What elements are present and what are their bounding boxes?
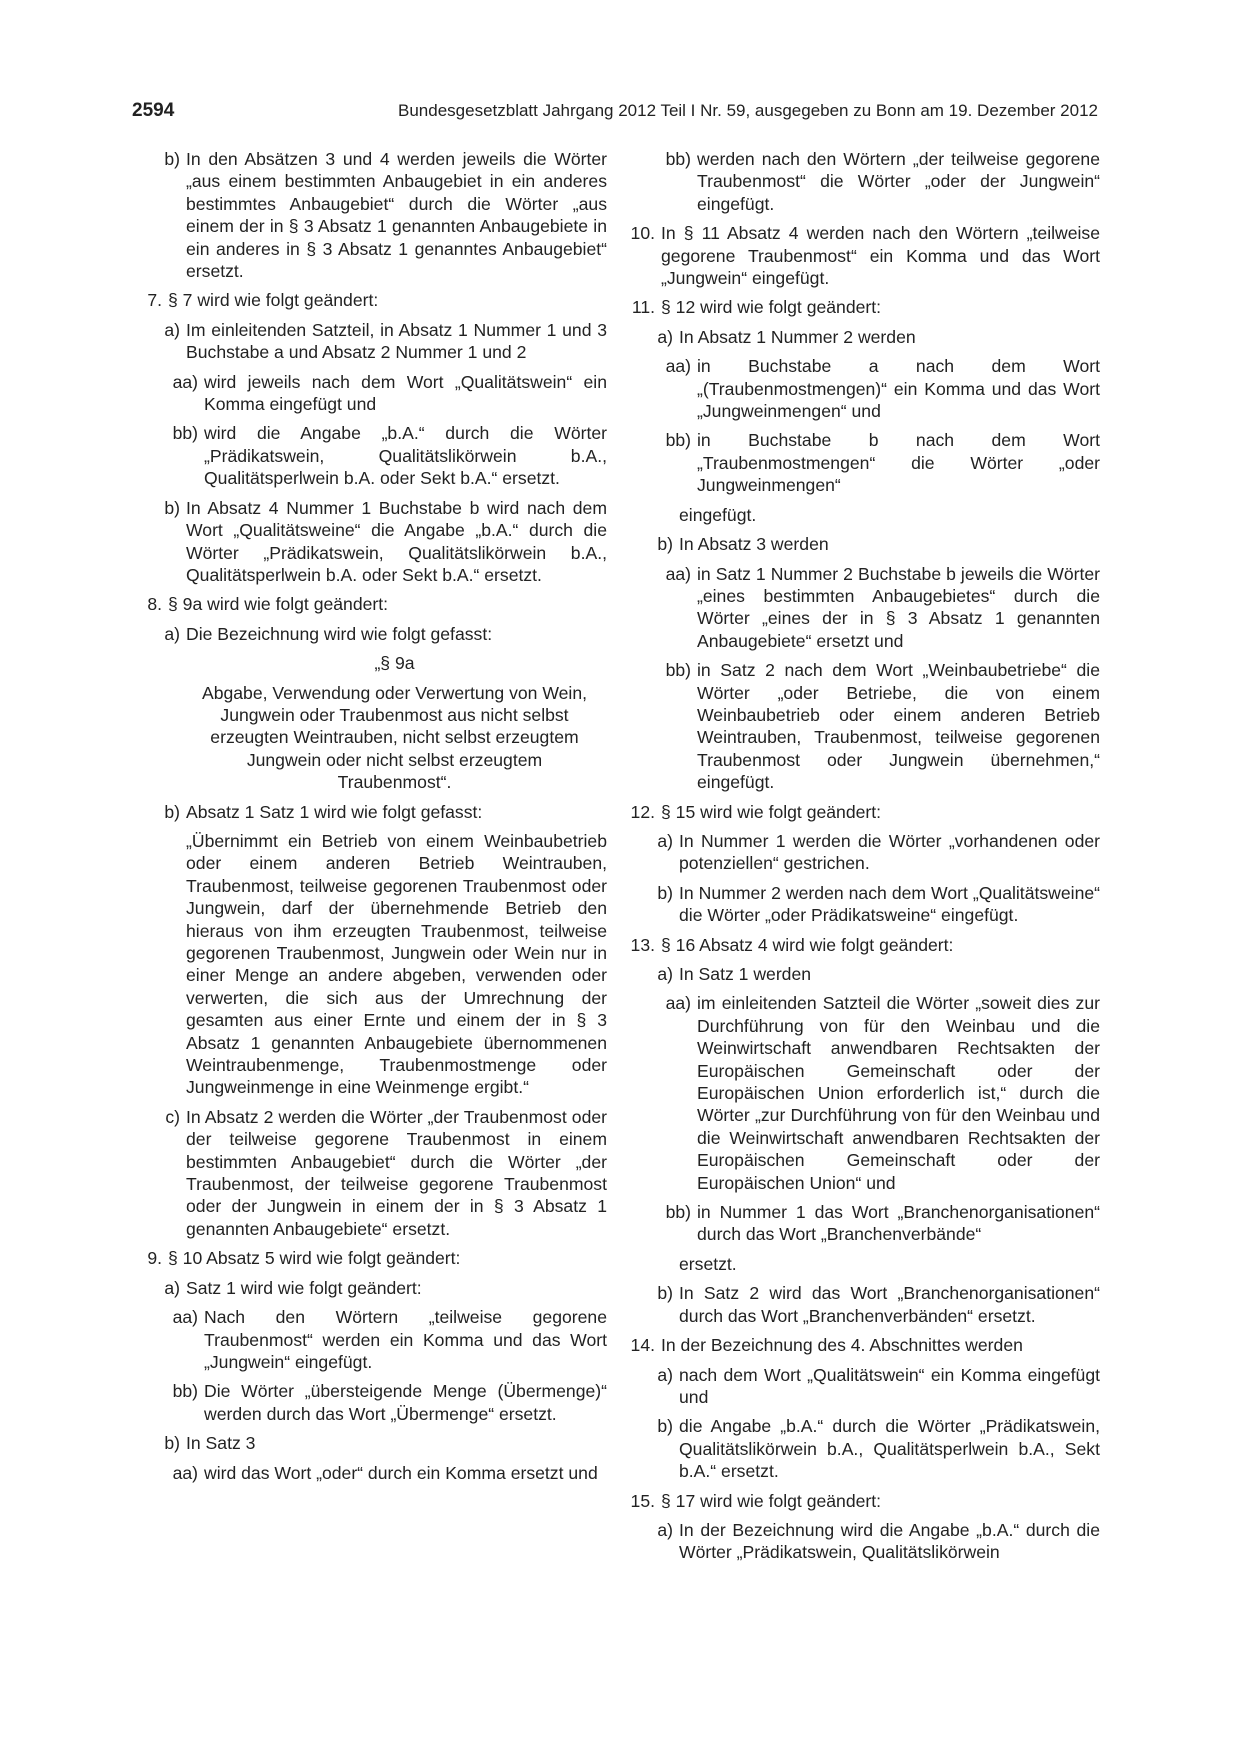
item-text: In der Bezeichnung des 4. Abschnittes werden (661, 1335, 1023, 1356)
item-text: § 15 wird wie folgt geändert: (661, 801, 882, 822)
list-item (132, 422, 607, 489)
list-item (625, 963, 1100, 985)
item-number: 9. (147, 1248, 162, 1269)
list-item (132, 1247, 607, 1269)
centered-heading: „§ 9a (374, 653, 415, 674)
item-text: die Angabe „b.A.“ durch die Wörter „Prädikatswein, Qualitätslikörwein b.A., Qualitätsperlwein b.A., Sekt b.A.“ ersetzt. (679, 1416, 1100, 1482)
item-text: wird die Angabe „b.A.“ durch die Wörter „Prädikatswein, Qualitätslikörwein b.A., Qualitätsperlwein b.A. oder Sekt b.A.“ ersetzt. (204, 423, 607, 489)
list-item (132, 1462, 607, 1484)
item-number: a) (657, 1519, 673, 1540)
item-text: werden nach den Wörtern „der teilweise gegorene Traubenmost“ die Wörter „oder der Jungwein“ eingefügt. (697, 149, 1100, 214)
item-number: c) (165, 1106, 180, 1127)
quoted-text: „Übernimmt ein Betrieb von einem Weinbaubetrieb oder einem anderen Betrieb Weintrauben, Traubenmost, teilweise gegorenen Traubenmost oder Jungwein, darf der übernehmende Betrieb den hieraus von ihm erzeugten Traubenmost, teilweise gegorenen Traubenmost, Jungwein oder Wein nur in einer Menge an andere abgeben, verwenden oder verwerten, die sich aus der Umrechnung der gesamten aus einer Ernte und einem der in § 3 Absatz 1 genannten Anbaugebiete übernommenen Weintraubenmenge, Traubenmostmenge oder Jungweinmenge in eine Weinmenge ergibt.“ (186, 830, 607, 1098)
page-number: 2594 (132, 100, 175, 121)
item-text: In Satz 2 wird das Wort „Branchenorganisationen“ durch das Wort „Branchenverbänden“ ersetzt. (679, 1283, 1100, 1326)
item-number: 15. (630, 1490, 655, 1511)
item-text: in Satz 1 Nummer 2 Buchstabe b jeweils die Wörter „eines bestimmten Anbaugebietes“ durch die Wörter „eines der in § 3 Absatz 1 genannten Anbaugebiete“ ersetzt und (697, 563, 1100, 651)
item-number: 11. (631, 297, 655, 318)
item-number: aa) (172, 371, 198, 392)
continuation-text: eingefügt. (679, 504, 757, 525)
item-text: In Absatz 1 Nummer 2 werden (679, 326, 916, 347)
item-text: In den Absätzen 3 und 4 werden jeweils die Wörter „aus einem bestimmten Anbaugebiet in ein anderes bestimmtes Anbaugebiet“ durch die Wörter „aus einem der in § 3 Absatz 1 genannten Anbaugebiete in ein anderes in § 3 Absatz 1 genanntes Anbaugebiet“ ersetzt. (186, 149, 607, 282)
list-item (625, 1334, 1100, 1356)
item-number: bb) (172, 423, 198, 444)
item-text: Absatz 1 Satz 1 wird wie folgt gefasst: (186, 801, 483, 822)
list-item (132, 497, 607, 587)
right-column (625, 148, 1100, 1571)
item-text: wird jeweils nach dem Wort „Qualitätswein“ ein Komma eingefügt und (204, 371, 607, 415)
item-number: 12. (630, 801, 655, 822)
item-text: in Buchstabe a nach dem Wort „(Traubenmostmengen)“ ein Komma und das Wort „Jungweinmengen“ und (697, 356, 1100, 422)
list-item (625, 659, 1100, 793)
item-number: b) (657, 1416, 673, 1437)
list-item (132, 1432, 607, 1454)
item-number: bb) (172, 1381, 198, 1402)
list-item (625, 533, 1100, 555)
item-number: aa) (172, 1462, 198, 1483)
item-number: b) (164, 1433, 180, 1454)
item-text: In Satz 3 (186, 1433, 256, 1454)
item-text: In Absatz 4 Nummer 1 Buchstabe b wird nach dem Wort „Qualitätsweine“ die Angabe „b.A.“ durch die Wörter „Prädikatswein, Qualitätslikörwein b.A., Qualitätsperlwein b.A. oder Sekt b.A.“ ersetzt. (186, 497, 607, 585)
item-text: in Buchstabe b nach dem Wort „Traubenmostmengen“ die Wörter „oder Jungweinmengen“ (697, 430, 1100, 496)
item-text: In § 11 Absatz 4 werden nach den Wörtern „teilweise gegorene Traubenmost“ ein Komma und das Wort „Jungwein“ eingefügt. (661, 223, 1100, 289)
item-number: aa) (172, 1307, 198, 1328)
item-text: im einleitenden Satzteil die Wörter „soweit dies zur Durchführung von für den Weinbau und die Weinwirtschaft anwendbaren Rechtsakten der Europäischen Gemeinschaft oder der Europäischen Union erforderlich ist,“ durch die Wörter „zur Durchführung von für den Weinbau und die Weinwirtschaft anwendbaren Rechtsakten der Europäischen Gemeinschaft oder der Europäischen Union“ und (697, 993, 1100, 1193)
list-item (625, 992, 1100, 1194)
list-item (625, 1519, 1100, 1564)
list-item (132, 1106, 607, 1240)
item-number: a) (657, 326, 673, 347)
item-number: bb) (665, 430, 691, 451)
left-column (132, 148, 607, 1491)
item-text: § 17 wird wie folgt geändert: (661, 1490, 882, 1511)
list-item (625, 1490, 1100, 1512)
item-text: In Nummer 1 werden die Wörter „vorhandenen oder potenziellen“ gestrichen. (679, 830, 1100, 874)
item-text: § 9a wird wie folgt geändert: (168, 594, 389, 615)
item-number: aa) (665, 993, 691, 1014)
list-item (625, 830, 1100, 875)
item-number: b) (164, 497, 180, 518)
list-item (625, 1201, 1100, 1246)
list-item (132, 1380, 607, 1425)
list-item (132, 1306, 607, 1373)
item-text: § 16 Absatz 4 wird wie folgt geändert: (661, 934, 954, 955)
list-item (132, 148, 607, 282)
list-item (132, 801, 607, 823)
item-number: a) (657, 830, 673, 851)
item-text: In Absatz 2 werden die Wörter „der Traubenmost oder der teilweise gegorene Traubenmost in einem bestimmten Anbaugebiet“ durch die Wörter „der Traubenmost, der teilweise gegorene Traubenmost oder der Jungwein in einem der in § 3 Absatz 1 genannten Anbaugebiete“ ersetzt. (186, 1106, 607, 1239)
item-text: Die Wörter „übersteigende Menge (Übermenge)“ werden durch das Wort „Übermenge“ ersetzt. (204, 1381, 607, 1424)
item-text: nach dem Wort „Qualitätswein“ ein Komma eingefügt und (679, 1364, 1100, 1407)
list-item (625, 563, 1100, 653)
list-item (625, 148, 1100, 215)
item-text: Im einleitenden Satzteil, in Absatz 1 Nummer 1 und 3 Buchstabe a und Absatz 2 Nummer 1 und 2 (186, 319, 607, 363)
item-number: a) (164, 1277, 180, 1298)
item-number: a) (657, 1364, 673, 1385)
item-number: b) (164, 801, 180, 822)
item-number: 14. (630, 1335, 655, 1356)
list-item (625, 934, 1100, 956)
item-number: aa) (665, 563, 691, 584)
list-item (132, 1277, 607, 1299)
list-item (625, 222, 1100, 289)
list-item (132, 593, 607, 615)
item-number: a) (164, 319, 180, 340)
item-number: b) (164, 149, 180, 169)
list-item (132, 319, 607, 364)
item-text: In der Bezeichnung wird die Angabe „b.A.“ durch die Wörter „Prädikatswein, Qualitätslikörwein (679, 1519, 1100, 1563)
item-number: bb) (665, 1202, 691, 1223)
item-text: In Nummer 2 werden nach dem Wort „Qualitätsweine“ die Wörter „oder Prädikatsweine“ eingefügt. (679, 882, 1100, 926)
item-text: in Nummer 1 das Wort „Branchenorganisationen“ durch das Wort „Branchenverbände“ (697, 1202, 1100, 1245)
item-number: aa) (665, 356, 691, 377)
list-item (625, 296, 1100, 318)
list-item (625, 429, 1100, 496)
item-text: Die Bezeichnung wird wie folgt gefasst: (186, 623, 493, 644)
list-item (625, 1282, 1100, 1327)
item-number: 8. (147, 594, 162, 615)
item-number: a) (164, 623, 180, 644)
list-item (625, 355, 1100, 422)
gazette-title: Bundesgesetzblatt Jahrgang 2012 Teil I Nr. 59, ausgegeben zu Bonn am 19. Dezember 2012 (398, 101, 1098, 120)
list-item (625, 801, 1100, 823)
item-text: in Satz 2 nach dem Wort „Weinbaubetriebe“ die Wörter „oder Betriebe, die von einem Weinbaubetrieb oder einem anderen Betrieb Weintrauben, Traubenmost, teilweise gegorenen Traubenmost oder Jungwein übernehmen,“ eingefügt. (697, 660, 1100, 793)
item-number: bb) (665, 149, 691, 169)
continuation-text: ersetzt. (679, 1253, 737, 1274)
item-text: Satz 1 wird wie folgt geändert: (186, 1277, 422, 1298)
item-text: wird das Wort „oder“ durch ein Komma ersetzt und (204, 1462, 598, 1483)
list-item (132, 623, 607, 645)
list-item (625, 882, 1100, 927)
item-number: b) (657, 1283, 673, 1304)
list-item (132, 289, 607, 311)
item-number: bb) (665, 660, 691, 681)
item-text: § 12 wird wie folgt geändert: (661, 297, 882, 318)
item-number: b) (657, 534, 673, 555)
item-number: 10. (630, 223, 655, 244)
list-item (132, 371, 607, 416)
item-text: In Satz 1 werden (679, 964, 812, 984)
page-header (132, 100, 1098, 126)
centered-heading: Abgabe, Verwendung oder Verwertung von Wein, Jungwein oder Traubenmost aus nicht selbst erzeugten Weintrauben, nicht selbst erzeugtem Jungwein oder nicht selbst erzeugtem Traubenmost“. (201, 682, 588, 793)
item-text: § 10 Absatz 5 wird wie folgt geändert: (168, 1248, 461, 1269)
item-number: 13. (630, 934, 655, 955)
item-text: § 7 wird wie folgt geändert: (168, 290, 379, 311)
list-item (625, 326, 1100, 348)
list-item (625, 1364, 1100, 1409)
item-text: In Absatz 3 werden (679, 534, 829, 555)
item-number: 7. (147, 290, 162, 311)
list-item (625, 1415, 1100, 1482)
item-number: a) (657, 964, 673, 984)
item-text: Nach den Wörtern „teilweise gegorene Traubenmost“ werden ein Komma und das Wort „Jungwein“ eingefügt. (204, 1307, 607, 1372)
item-number: b) (657, 882, 673, 903)
